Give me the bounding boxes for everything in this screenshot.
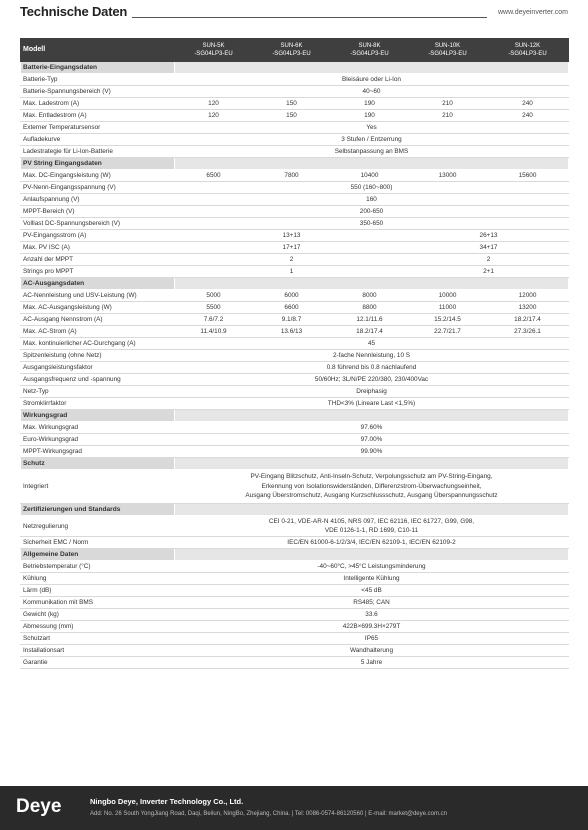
spec-row xyxy=(21,194,569,206)
spec-value: IEC/EN 61000-6-1/2/3/4, IEC/EN 62109-1, IEC/EN 62109-2 xyxy=(175,537,569,549)
spec-label: Gewicht (kg) xyxy=(21,609,175,621)
title-rule xyxy=(132,17,487,18)
spec-value-line: Ausgang Überstromschutz, Ausgang Kurzschlussschutz, Ausgang Überspannungsschutz xyxy=(245,492,498,500)
spec-value: <45 dB xyxy=(175,585,569,597)
spec-label: Max. Wirkungsgrad xyxy=(21,422,175,434)
page-header xyxy=(20,4,568,24)
spec-value: 27.3/26.1 xyxy=(487,326,569,338)
spec-value: 5000 xyxy=(175,290,253,302)
spec-value: -40~60°C, >45°C Leistungsminderung xyxy=(175,561,569,573)
section-title: Zertifizierungen und Standards xyxy=(21,504,175,516)
spec-row xyxy=(21,110,569,122)
spec-row xyxy=(21,362,569,374)
spec-row xyxy=(21,374,569,386)
spec-value: 99.90% xyxy=(175,446,569,458)
section-spacer xyxy=(175,278,569,290)
spec-row xyxy=(21,350,569,362)
spec-value: 10400 xyxy=(331,170,409,182)
spec-row xyxy=(21,98,569,110)
spec-row xyxy=(21,146,569,158)
spec-label: Integriert xyxy=(21,470,175,504)
section-header-row xyxy=(21,158,569,170)
spec-row xyxy=(21,621,569,633)
spec-value: 97.00% xyxy=(175,434,569,446)
section-header-row xyxy=(21,504,569,516)
model-name: SUN-8K -SG04LP3-EU xyxy=(331,39,409,62)
spec-value: 11000 xyxy=(409,302,487,314)
spec-value: 2 xyxy=(409,254,569,266)
spec-value: 40~60 xyxy=(175,86,569,98)
spec-value: 12.1/11.6 xyxy=(331,314,409,326)
spec-row xyxy=(21,134,569,146)
spec-value: 210 xyxy=(409,98,487,110)
spec-label: Anlaufspannung (V) xyxy=(21,194,175,206)
spec-value: 6500 xyxy=(175,170,253,182)
spec-label: Abmessung (mm) xyxy=(21,621,175,633)
spec-row xyxy=(21,573,569,585)
section-spacer xyxy=(175,458,569,470)
spec-value: 2+1 xyxy=(409,266,569,278)
spec-label: Netzregulierung xyxy=(21,516,175,537)
spec-value: 190 xyxy=(331,110,409,122)
spec-value: 17+17 xyxy=(175,242,409,254)
spec-row xyxy=(21,633,569,645)
spec-value: 190 xyxy=(331,98,409,110)
spec-value: 50/60Hz; 3L/N/PE 220/380, 230/400Vac xyxy=(175,374,569,386)
spec-label: Sicherheit EMC / Norm xyxy=(21,537,175,549)
spec-value: 240 xyxy=(487,98,569,110)
website-url[interactable]: www.deyeinverter.com xyxy=(497,9,568,16)
spec-label: Garantie xyxy=(21,657,175,669)
spec-label: AC-Nennleistung und USV-Leistung (W) xyxy=(21,290,175,302)
spec-label: Max. AC-Ausgangsleistung (W) xyxy=(21,302,175,314)
spec-label: Lärm (dB) xyxy=(21,585,175,597)
spec-value: 3 Stufen / Entzerrung xyxy=(175,134,569,146)
spec-label: Batterie-Spannungsbereich (V) xyxy=(21,86,175,98)
spec-value: 6000 xyxy=(253,290,331,302)
spec-value-line: VDE 0126-1-1, RD 1699, C10-11 xyxy=(324,527,419,534)
spec-value xyxy=(175,470,569,504)
spec-row xyxy=(21,516,569,537)
spec-value: 240 xyxy=(487,110,569,122)
spec-value: Selbstanpassung an BMS xyxy=(175,146,569,158)
spec-value: 0.8 führend bis 0.8 nachlaufend xyxy=(175,362,569,374)
spec-value: Wandhalterung xyxy=(175,645,569,657)
spec-label: AC-Ausgang Nennstrom (A) xyxy=(21,314,175,326)
spec-value: 5 Jahre xyxy=(175,657,569,669)
model-header-row xyxy=(21,39,569,62)
spec-value: 11.4/10.9 xyxy=(175,326,253,338)
spec-value: IP65 xyxy=(175,633,569,645)
spec-label: Volllast DC-Spannungsbereich (V) xyxy=(21,218,175,230)
spec-value: Dreiphasig xyxy=(175,386,569,398)
deye-logo: Deye xyxy=(16,796,62,817)
spec-value: 10000 xyxy=(409,290,487,302)
spec-value: Bleisäure oder Li-Ion xyxy=(175,74,569,86)
spec-value: 22.7/21.7 xyxy=(409,326,487,338)
spec-label: Schutzart xyxy=(21,633,175,645)
spec-row xyxy=(21,182,569,194)
section-header-row xyxy=(21,458,569,470)
spec-label: Max. DC-Eingangsleistung (W) xyxy=(21,170,175,182)
spec-row xyxy=(21,74,569,86)
spec-label: Aufladekurve xyxy=(21,134,175,146)
spec-value: 33.6 xyxy=(175,609,569,621)
spec-value-line: PV-Eingang Blitzschutz, Anti-Inseln-Schutz, Verpolungsschutz am PV-String-Eingang, xyxy=(250,473,493,481)
spec-value: 150 xyxy=(253,98,331,110)
company-address: Add: No. 26 South YongJiang Road, Daqi, Beilun, NingBo, Zhejiang, China. | Tel: 0086-0574-86120560 | E-mail: market@deye.com.cn xyxy=(90,811,447,817)
model-name: SUN-12K -SG04LP3-EU xyxy=(487,39,569,62)
spec-value xyxy=(175,516,569,537)
spec-row xyxy=(21,585,569,597)
spec-row xyxy=(21,398,569,410)
spec-value-line: CEI 0-21, VDE-AR-N 4105, NRS 097, IEC 62116, IEC 61727, G99, G98, xyxy=(268,518,475,525)
spec-value: 7800 xyxy=(253,170,331,182)
spec-row xyxy=(21,122,569,134)
spec-value: 350-650 xyxy=(175,218,569,230)
spec-label: Batterie-Typ xyxy=(21,74,175,86)
spec-label: Euro-Wirkungsgrad xyxy=(21,434,175,446)
section-title: Schutz xyxy=(21,458,175,470)
spec-value: 210 xyxy=(409,110,487,122)
spec-value: 13000 xyxy=(409,170,487,182)
spec-value: 97.60% xyxy=(175,422,569,434)
spec-row xyxy=(21,657,569,669)
section-title: Batterie-Eingangsdaten xyxy=(21,62,175,74)
section-title: PV String Eingangsdaten xyxy=(21,158,175,170)
spec-row xyxy=(21,338,569,350)
spec-label: PV-Nenn-Eingangsspannung (V) xyxy=(21,182,175,194)
spec-value: 422B×699.3H×279T xyxy=(175,621,569,633)
spec-value: Yes xyxy=(175,122,569,134)
section-title: Allgemeine Daten xyxy=(21,549,175,561)
spec-label: Max. kontinuierlicher AC-Durchgang (A) xyxy=(21,338,175,350)
section-spacer xyxy=(175,410,569,422)
spec-label: Kommunikation mit BMS xyxy=(21,597,175,609)
spec-value: THD<3% (Lineare Last <1,5%) xyxy=(175,398,569,410)
spec-value: 34+17 xyxy=(409,242,569,254)
spec-row xyxy=(21,434,569,446)
spec-value: RS485; CAN xyxy=(175,597,569,609)
spec-value: 200-650 xyxy=(175,206,569,218)
spec-label: Netz-Typ xyxy=(21,386,175,398)
spec-value: 15.2/14.5 xyxy=(409,314,487,326)
spec-label: Ausgangsfrequenz und -spannung xyxy=(21,374,175,386)
spec-label: Ladestrategie für Li-Ion-Batterie xyxy=(21,146,175,158)
spec-value: 8000 xyxy=(331,290,409,302)
spec-row xyxy=(21,218,569,230)
spec-row xyxy=(21,314,569,326)
spec-value: 26+13 xyxy=(409,230,569,242)
spec-label: MPPT-Wirkungsgrad xyxy=(21,446,175,458)
spec-label: PV-Eingangsstrom (A) xyxy=(21,230,175,242)
spec-value: 18.2/17.4 xyxy=(331,326,409,338)
spec-row xyxy=(21,86,569,98)
spec-row xyxy=(21,290,569,302)
spec-row xyxy=(21,470,569,504)
spec-row xyxy=(21,206,569,218)
spec-row xyxy=(21,597,569,609)
spec-row xyxy=(21,170,569,182)
footer xyxy=(0,786,588,830)
section-spacer xyxy=(175,549,569,561)
spec-row xyxy=(21,645,569,657)
model-name: SUN-5K -SG04LP3-EU xyxy=(175,39,253,62)
spec-label: Max. AC-Strom (A) xyxy=(21,326,175,338)
spec-value: 13200 xyxy=(487,302,569,314)
spec-label: Strings pro MPPT xyxy=(21,266,175,278)
spec-value: 9.1/8.7 xyxy=(253,314,331,326)
spec-row xyxy=(21,326,569,338)
spec-row xyxy=(21,561,569,573)
spec-label: Ausgangsleistungsfaktor xyxy=(21,362,175,374)
spec-row xyxy=(21,302,569,314)
section-header-row xyxy=(21,549,569,561)
section-header-row xyxy=(21,62,569,74)
section-header-row xyxy=(21,410,569,422)
spec-value: 2 xyxy=(175,254,409,266)
spec-label: MPPT-Bereich (V) xyxy=(21,206,175,218)
company-name: Ningbo Deye, Inverter Technology Co., Ltd. xyxy=(90,797,244,806)
spec-row xyxy=(21,446,569,458)
spec-value: 8800 xyxy=(331,302,409,314)
spec-label: Betriebstemperatur (°C) xyxy=(21,561,175,573)
section-title: AC-Ausgangsdaten xyxy=(21,278,175,290)
spec-row xyxy=(21,230,569,242)
spec-row xyxy=(21,386,569,398)
section-spacer xyxy=(175,504,569,516)
spec-label: Anzahl der MPPT xyxy=(21,254,175,266)
spec-label: Externer Temperatursensor xyxy=(21,122,175,134)
section-header-row xyxy=(21,278,569,290)
spec-label: Kühlung xyxy=(21,573,175,585)
page-title: Technische Daten xyxy=(20,4,128,19)
spec-row xyxy=(21,254,569,266)
model-label: Modell xyxy=(21,39,175,62)
spec-value: 120 xyxy=(175,98,253,110)
spec-value: 150 xyxy=(253,110,331,122)
spec-value: Intelligente Kühlung xyxy=(175,573,569,585)
spec-row xyxy=(21,609,569,621)
spec-value: 6600 xyxy=(253,302,331,314)
spec-label: Max. PV ISC (A) xyxy=(21,242,175,254)
section-spacer xyxy=(175,62,569,74)
spec-label: Stromklirrfaktor xyxy=(21,398,175,410)
model-name: SUN-6K -SG04LP3-EU xyxy=(253,39,331,62)
spec-value: 13+13 xyxy=(175,230,409,242)
spec-value: 550 (160~800) xyxy=(175,182,569,194)
spec-value: 13.6/13 xyxy=(253,326,331,338)
model-name: SUN-10K -SG04LP3-EU xyxy=(409,39,487,62)
spec-label: Spitzenleistung (ohne Netz) xyxy=(21,350,175,362)
spec-value: 18.2/17.4 xyxy=(487,314,569,326)
spec-row xyxy=(21,266,569,278)
section-title: Wirkungsgrad xyxy=(21,410,175,422)
spec-row xyxy=(21,422,569,434)
section-spacer xyxy=(175,158,569,170)
spec-value: 12000 xyxy=(487,290,569,302)
spec-row xyxy=(21,537,569,549)
spec-value: 45 xyxy=(175,338,569,350)
spec-value-line: Erkennung von Isolationswiderständen, Differenzstrom-Überwachungseinheit, xyxy=(261,482,482,490)
spec-value: 1 xyxy=(175,266,409,278)
spec-row xyxy=(21,242,569,254)
spec-value: 2-fache Nennleistung, 10 S xyxy=(175,350,569,362)
spec-value: 160 xyxy=(175,194,569,206)
spec-value: 15600 xyxy=(487,170,569,182)
spec-value: 7.6/7.2 xyxy=(175,314,253,326)
spec-table xyxy=(20,38,569,669)
spec-label: Installationsart xyxy=(21,645,175,657)
spec-label: Max. Ladestrom (A) xyxy=(21,98,175,110)
spec-value: 120 xyxy=(175,110,253,122)
spec-label: Max. Entladestrom (A) xyxy=(21,110,175,122)
spec-value: 5500 xyxy=(175,302,253,314)
